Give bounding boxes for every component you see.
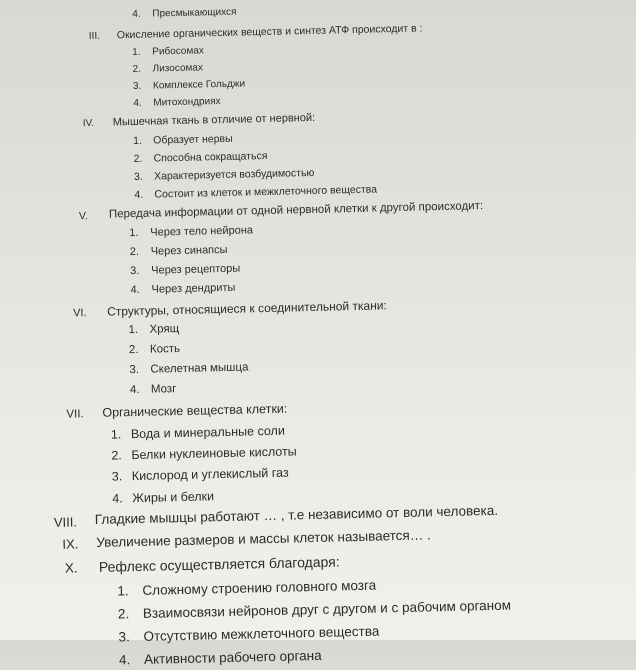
- option-text: Комплексе Гольджи: [152, 78, 246, 92]
- option-number: 1.: [117, 583, 129, 599]
- option-item: [133, 78, 245, 92]
- option-number: 1.: [133, 134, 143, 148]
- option-item: [129, 224, 253, 239]
- option-item: [129, 343, 180, 356]
- option-text: Хрящ: [149, 323, 180, 336]
- option-number: 2.: [117, 606, 130, 622]
- option-number: 2.: [129, 245, 140, 259]
- option-item: [119, 648, 322, 668]
- option-text: Кислород и углекислый газ: [131, 465, 289, 484]
- option-item: [130, 244, 228, 258]
- option-item: [118, 624, 379, 645]
- option-number: [150, 0, 170, 2]
- option-text: Активности рабочего органа: [143, 647, 322, 667]
- option-number: 1.: [110, 427, 122, 442]
- option-item: [150, 0, 219, 2]
- option-number: 3.: [133, 170, 143, 184]
- question-text: Рефлекс осуществляется благодаря:: [98, 553, 340, 575]
- option-text: Способна сокращаться: [153, 149, 268, 165]
- question-numeral: VII.: [66, 408, 84, 421]
- option-item: [129, 361, 248, 376]
- option-number: 4.: [118, 652, 131, 668]
- option-number: 4.: [112, 491, 123, 506]
- option-text: Мозг: [150, 383, 177, 396]
- option-text: Митохондриях: [153, 96, 221, 109]
- question-text: Структуры, относящиеся к соединительной ткани:: [106, 298, 387, 319]
- option-text: Взаимосвязи нейронов друг с другом и с рабочим органом: [142, 597, 512, 621]
- option-text: Отсутствию межклеточного вещества: [143, 623, 380, 644]
- option-item: [134, 183, 377, 201]
- option-text: Состоит из клеток и межклеточного вещества: [154, 183, 378, 201]
- question-numeral: VIII.: [53, 514, 78, 530]
- option-text: Скелетная мышца: [150, 361, 249, 376]
- option-text: Через синапсы: [150, 243, 228, 258]
- option-text: Через дендриты: [151, 281, 236, 296]
- question-numeral: VI.: [72, 307, 87, 320]
- option-number: 2.: [133, 152, 143, 166]
- option-text: Рибосомах: [152, 45, 204, 58]
- option-number: 4.: [134, 188, 144, 201]
- option-item: [111, 444, 297, 462]
- option-text: Жиры и белки: [132, 489, 215, 506]
- option-item: [130, 383, 177, 396]
- option-number: 3.: [130, 264, 140, 278]
- question-numeral: IX.: [62, 536, 79, 552]
- option-item: [132, 45, 204, 58]
- question-text: Мышечная ткань в отличие от нервной:: [112, 111, 316, 129]
- option-text: Лизосомах: [152, 62, 204, 75]
- option-item: [134, 167, 315, 183]
- option-item: [112, 489, 214, 505]
- option-item: [130, 263, 240, 277]
- question-text: Передача информации от одной нервной клетки к другой происходит:: [108, 200, 484, 221]
- option-text: Вода и минеральные соли: [130, 423, 286, 442]
- question-numeral: IV.: [82, 117, 95, 130]
- option-item: [133, 133, 233, 147]
- option-text: Характеризуется возбудимостью: [153, 166, 315, 183]
- option-number: 2.: [132, 63, 142, 76]
- option-item: [111, 424, 285, 442]
- option-text: [170, 0, 219, 1]
- question-numeral: X.: [64, 560, 78, 576]
- question-text: Увеличение размеров и массы клеток называется… .: [96, 527, 431, 550]
- option-text: Образует нервы: [153, 132, 233, 147]
- question-text: Окисление органических веществ и синтез АТФ происходит в :: [116, 22, 423, 42]
- option-number: 3.: [132, 80, 142, 93]
- option-text: Пресмыкающихся: [152, 6, 237, 20]
- option-text: Белки нуклеиновые кислоты: [131, 444, 297, 463]
- option-item: [128, 323, 179, 336]
- option-number: 3.: [129, 363, 140, 377]
- option-item: [132, 7, 236, 20]
- option-item: [112, 466, 289, 484]
- option-number: 2.: [128, 343, 139, 357]
- option-text: Сложному строению головного мозга: [142, 577, 377, 598]
- option-item: [133, 96, 220, 109]
- option-number: 3.: [118, 629, 130, 645]
- option-number: 1.: [128, 323, 139, 337]
- option-text: Через тело нейрона: [150, 224, 254, 239]
- question-numeral: III.: [88, 30, 101, 42]
- question-text: Органические вещества клетки:: [102, 401, 288, 420]
- option-number: 4.: [130, 283, 140, 297]
- question-text: Гладкие мышцы работают … , т.е независимо от воли человека.: [94, 502, 499, 527]
- option-text: Кость: [149, 343, 181, 356]
- option-item: [118, 598, 511, 622]
- option-item: [132, 62, 203, 75]
- option-item: [117, 578, 376, 599]
- option-text: Через рецепторы: [151, 262, 241, 277]
- option-number: 4.: [132, 8, 141, 20]
- option-item: [130, 282, 235, 296]
- question-numeral: V.: [78, 210, 89, 223]
- option-number: 1.: [132, 46, 141, 59]
- option-number: 1.: [129, 226, 139, 240]
- option-number: 2.: [111, 448, 122, 463]
- option-number: 4.: [129, 383, 140, 397]
- option-number: 3.: [111, 469, 123, 484]
- option-item: [134, 150, 268, 165]
- option-number: 4.: [133, 97, 142, 109]
